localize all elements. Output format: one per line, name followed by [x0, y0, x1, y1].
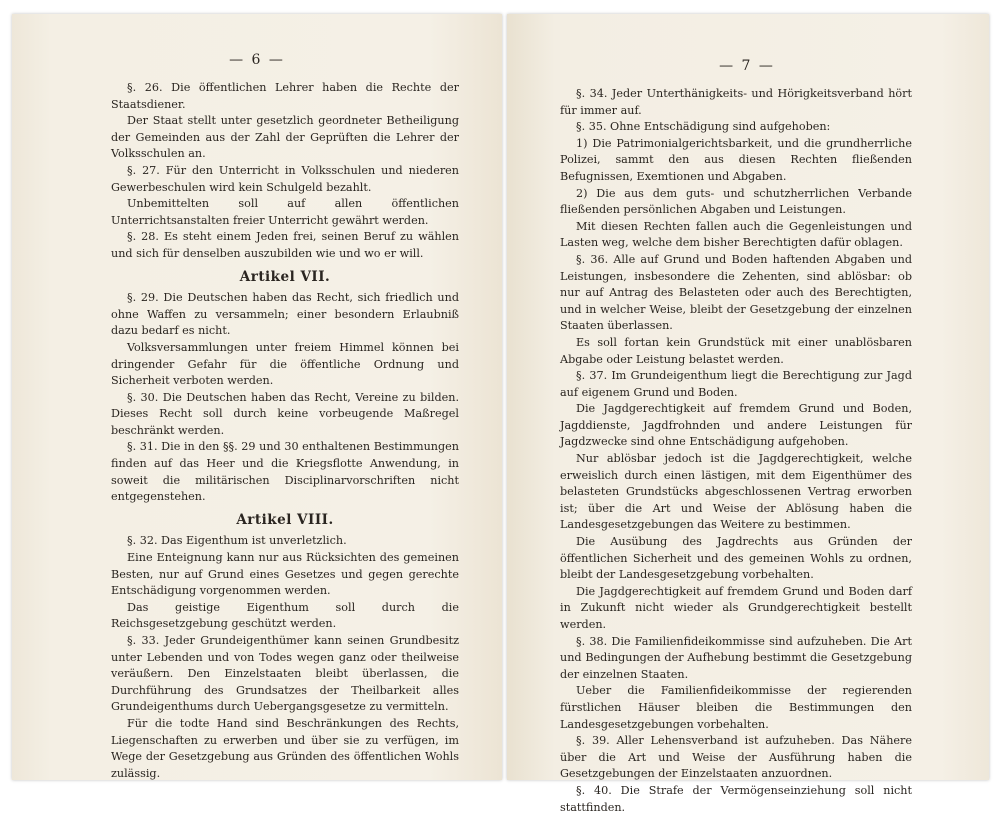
page-text	[560, 86, 912, 816]
paragraph: Nur ablösbar jedoch ist die Jagdgerechtigkeit, welche erweislich durch einen lästigen, mit dem Eigenthümer des belasteten Grundstücks abgeschlossenen Vertrag erworben ist; über die Art und Weise der Ablösung haben die Landesgesetzgebungen das Weitere zu bestimmen.	[560, 452, 912, 532]
paragraph: Ueber die Familienfideikommisse der regierenden fürstlichen Häuser bleiben die Bestimmungen den Landesgesetzgebungen vorbehalten.	[560, 684, 912, 731]
paragraph: §. 40. Die Strafe der Vermögenseinziehung soll nicht stattfinden.	[560, 783, 912, 814]
page-number: — 6 —	[229, 52, 285, 68]
paragraph: Die Jagdgerechtigkeit auf fremdem Grund und Boden darf in Zukunft nicht wieder als Grundgerechtigkeit bestellt werden.	[560, 584, 912, 631]
paragraph: §. 30. Die Deutschen haben das Recht, Vereine zu bilden. Dieses Recht soll durch keine vorbeugende Maßregel beschränkt werden.	[111, 390, 459, 437]
paragraph: Das geistige Eigenthum soll durch die Reichsgesetzgebung geschützt werden.	[111, 600, 459, 631]
paragraph: §. 34. Jeder Unterthänigkeits- und Hörigkeitsverband hört für immer auf.	[560, 87, 912, 117]
paragraph: §. 29. Die Deutschen haben das Recht, sich friedlich und ohne Waffen zu versammeln; einer besondern Erlaubniß dazu bedarf es nicht.	[111, 291, 459, 338]
paragraph: §. 39. Aller Lehensverband ist aufzuheben. Das Nähere über die Art und Weise der Ausführung haben die Gesetzgebungen der Einzelstaaten anzuordnen.	[560, 734, 912, 781]
page-text	[111, 80, 459, 782]
paragraph: §. 35. Ohne Entschädigung sind aufgehoben:	[576, 120, 831, 134]
paragraph: §. 33. Jeder Grundeigenthümer kann seinen Grundbesitz unter Lebenden und von Todes wegen ganz oder theilweise veräußern. Den Einzelstaaten bleibt überlassen, die Durchführung des Grundsatzes der Theilbarkeit alles Grundeigenthums durch Uebergangsgesetze zu vermitteln.	[111, 634, 459, 714]
left-page	[12, 14, 502, 780]
paragraph: §. 36. Alle auf Grund und Boden haftenden Abgaben und Leistungen, insbesondere die Zehenten, sind ablösbar: ob nur auf Antrag des Belasteten oder auch des Berechtigten, und in welcher Weise, bleibt der Gesetzgebung der einzelnen Staaten überlassen.	[560, 252, 912, 333]
paragraph: §. 28. Es steht einem Jeden frei, seinen Beruf zu wählen und sich für denselben auszubilden wie und wo er will.	[111, 230, 459, 260]
paragraph: Mit diesen Rechten fallen auch die Gegenleistungen und Lasten weg, welche dem bisher Berechtigten dafür oblagen.	[560, 219, 912, 250]
paragraph: §. 38. Die Familienfideikommisse sind aufzuheben. Die Art und Bedingungen der Aufhebung bestimmt die Gesetzgebung der einzelnen Staaten.	[560, 634, 912, 681]
page-number: — 7 —	[719, 58, 775, 74]
paragraph: Für die todte Hand sind Beschränkungen des Rechts, Liegenschaften zu erwerben und über sie zu verfügen, im Wege der Gesetzgebung aus Gründen des öffentlichen Wohls zulässig.	[111, 716, 459, 780]
paragraph: Volksversammlungen unter freiem Himmel können bei dringender Gefahr für die öffentliche Ordnung und Sicherheit verboten werden.	[111, 340, 459, 388]
paragraph: Unbemittelten soll auf allen öffentlichen Unterrichtsanstalten freier Unterricht gewährt werden.	[111, 197, 459, 227]
paragraph: §. 37. Im Grundeigenthum liegt die Berechtigung zur Jagd auf eigenem Grund und Boden.	[560, 369, 912, 399]
article-heading: Artikel VIII.	[236, 511, 334, 528]
paragraph: 1) Die Patrimonialgerichtsbarkeit, und die grundherrliche Polizei, sammt den aus diesen Rechten fließenden Befugnissen, Exemtionen und Abgaben.	[560, 136, 912, 183]
paragraph: 2) Die aus dem guts- und schutzherrlichen Verbande fließenden persönlichen Abgaben und Leistungen.	[560, 186, 912, 217]
right-page	[507, 14, 989, 814]
paragraph: Der Staat stellt unter gesetzlich geordneter Betheiligung der Gemeinden aus der Zahl der Geprüften die Lehrer der Volksschulen an.	[111, 114, 459, 161]
paragraph: §. 32. Das Eigenthum ist unverletzlich.	[127, 534, 347, 548]
article-heading: Artikel VII.	[239, 268, 331, 285]
paragraph: Es soll fortan kein Grundstück mit einer unablösbaren Abgabe oder Leistung belastet werden.	[560, 335, 912, 366]
paragraph: Die Ausübung des Jagdrechts aus Gründen der öffentlichen Sicherheit und des gemeinen Wohls zu ordnen, bleibt der Landesgesetzgebung vorbehalten.	[560, 535, 912, 582]
paragraph: §. 31. Die in den §§. 29 und 30 enthaltenen Bestimmungen finden auf das Heer und die Kriegsflotte Anwendung, in soweit die militärischen Disciplinarvorschriften nicht entgegenstehen.	[111, 440, 459, 504]
paragraph: Die Jagdgerechtigkeit auf fremdem Grund und Boden, Jagddienste, Jagdfrohnden und andere Leistungen für Jagdzwecke sind ohne Entschädigung aufgehoben.	[560, 402, 912, 449]
paragraph: Eine Enteignung kann nur aus Rücksichten des gemeinen Besten, nur auf Grund eines Gesetzes und gegen gerechte Entschädigung vorgenommen werden.	[111, 551, 459, 598]
paragraph: §. 26. Die öffentlichen Lehrer haben die Rechte der Staatsdiener.	[111, 81, 459, 111]
paragraph: §. 27. Für den Unterricht in Volksschulen und niederen Gewerbeschulen wird kein Schulgeld bezahlt.	[111, 163, 459, 194]
